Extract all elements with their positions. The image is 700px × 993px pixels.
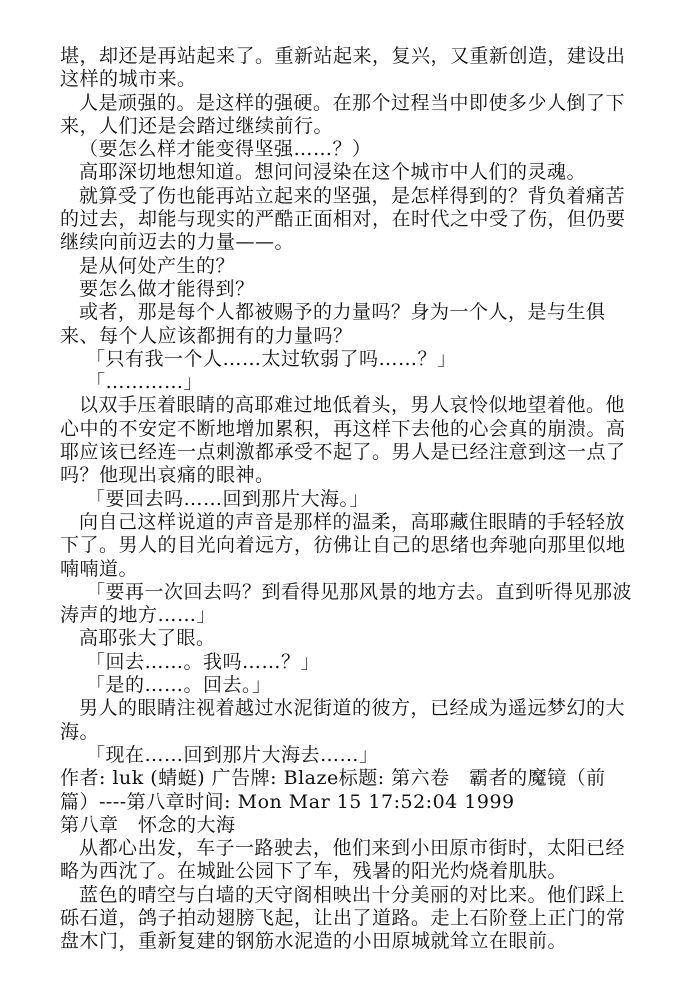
text-line: （要怎么样才能变得坚强……？）: [79, 138, 372, 161]
text-line: 从都心出发，车子一路驶去，他们来到小田原市街时，太阳已经: [79, 837, 626, 860]
text-line: 涛声的地方……」: [60, 604, 217, 627]
dialogue-line: 「…………」: [86, 371, 204, 394]
text-line: 来、每个人应该都拥有的力量吗？: [60, 324, 353, 347]
dialogue-line: 「要再一次回去吗？到看得见那风景的地方去。直到听得见那波: [86, 580, 633, 603]
post-header-line-2: 篇）----第八章时间: Mon Mar 15 17:52:04 1999: [60, 790, 515, 813]
text-line: 盘木门，重新复建的钢筋水泥造的小田原城就耸立在眼前。: [60, 930, 568, 953]
text-line: 或者，那是每个人都被赐予的力量吗？身为一个人，是与生俱: [79, 301, 606, 324]
text-line: 是从何处产生的？: [79, 254, 236, 277]
document-body: [60, 45, 640, 954]
dialogue-line: 「要回去吗……回到那片大海。」: [86, 487, 370, 510]
text-line: 人是顽强的。是这样的强硬。在那个过程当中即使多少人倒了下: [79, 91, 626, 114]
text-line: 以双手压着眼睛的高耶难过地低着头，男人哀怜似地望着他。他: [79, 394, 626, 417]
text-line: 吗？他现出哀痛的眼神。: [60, 464, 275, 487]
text-line: 耶应该已经连一点刺激都承受不起了。男人是已经注意到这一点了: [60, 441, 626, 464]
post-header-line-1: 作者: luk (蜻蜓) 广告牌: Blaze标题: 第六卷 霸者的魔镜（前: [60, 767, 606, 790]
text-line: 喃喃道。: [60, 557, 139, 580]
text-line: 高耶张大了眼。: [79, 627, 216, 650]
text-line: 海。: [60, 720, 100, 743]
text-line: 下了。男人的目光向着远方，彷佛让自己的思绪也奔驰向那里似地: [60, 534, 626, 557]
text-line: 高耶深切地想知道。想问问浸染在这个城市中人们的灵魂。: [79, 161, 587, 184]
text-line: 砾石道，鸽子拍动翅膀飞起，让出了道路。走上石阶登上正门的常: [60, 906, 626, 929]
text-line: 要怎么做才能得到？: [79, 277, 255, 300]
text-line: 堪，却还是再站起来了。重新站起来，复兴，又重新创造，建设出: [60, 45, 626, 67]
text-line: 略为西沈了。在城趾公园下了车，残暑的阳光灼烧着肌肤。: [60, 860, 568, 883]
dialogue-line: 「回去……。我吗……？」: [86, 650, 321, 673]
chapter-heading: 第八章 怀念的大海: [60, 813, 236, 836]
text-line: 心中的不安定不断地增加累积，再这样下去他的心会真的崩溃。高: [60, 417, 626, 440]
text-line: 男人的眼睛注视着越过水泥街道的彼方，已经成为遥远梦幻的大: [79, 697, 626, 720]
text-line: 蓝色的晴空与白墙的天守阁相映出十分美丽的对比来。他们踩上: [79, 883, 626, 906]
text-line: 的过去，却能与现实的严酷正面相对，在时代之中受了伤，但仍要: [60, 208, 626, 231]
text-line: 来，人们还是会踏过继续前行。: [60, 114, 334, 137]
text-line: 这样的城市来。: [60, 68, 197, 91]
dialogue-line: 「是的……。回去。」: [86, 674, 272, 697]
text-line: 向自己这样说道的声音是那样的温柔，高耶藏住眼睛的手轻轻放: [79, 510, 626, 533]
dialogue-line: 「只有我一个人……太过软弱了吗……？」: [86, 347, 457, 370]
dialogue-line: 「现在……回到那片大海去……」: [86, 743, 379, 766]
text-line: 就算受了伤也能再站立起来的坚强，是怎样得到的？背负着痛苦: [79, 184, 626, 207]
text-line: 继续向前迈去的力量——。: [60, 231, 295, 254]
